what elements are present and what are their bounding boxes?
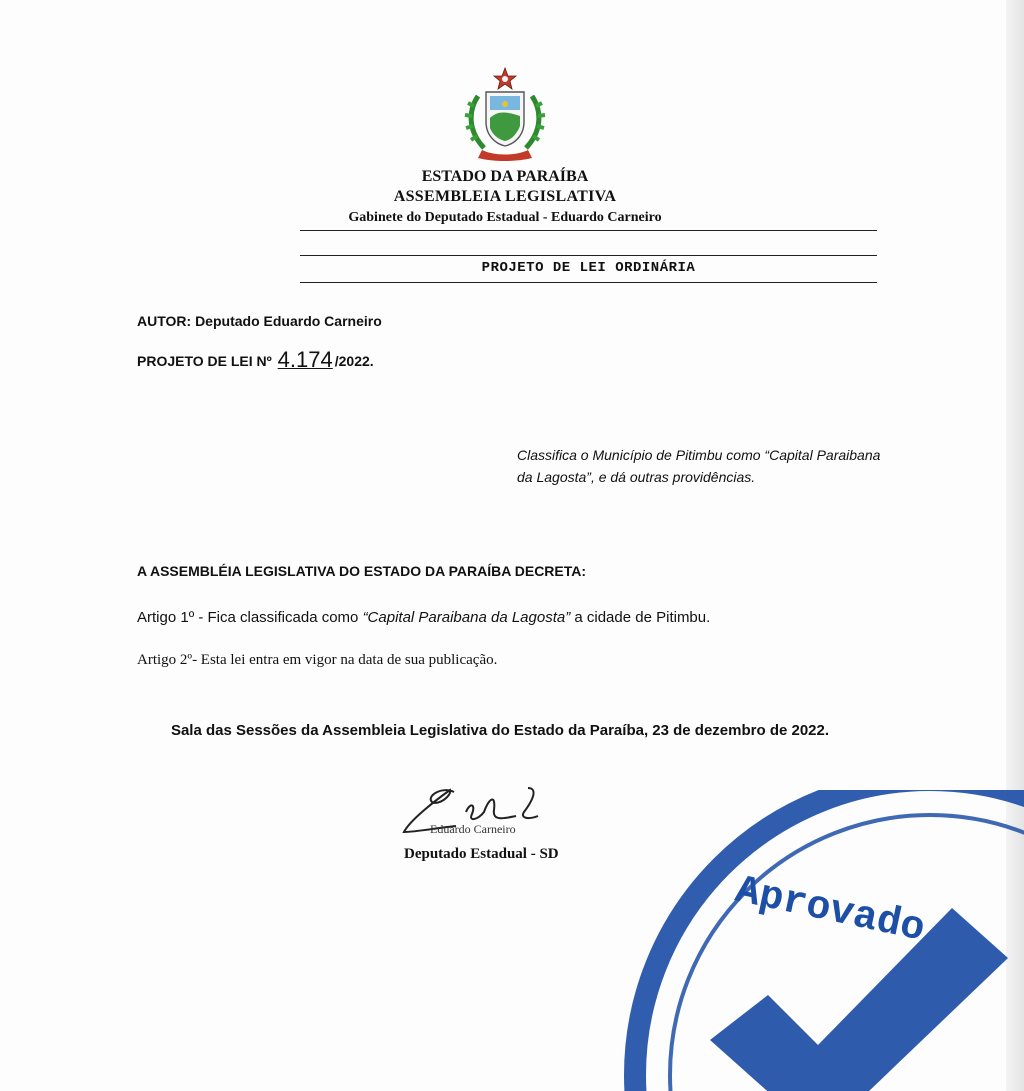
signatory-name: Eduardo Carneiro bbox=[430, 822, 516, 836]
article-1-prefix: Artigo 1º - Fica classificada como bbox=[137, 609, 363, 626]
session-line: Sala das Sessões da Assembleia Legislativa do Estado da Paraíba, 23 de dezembro de 2022. bbox=[170, 722, 830, 739]
bill-summary: Classifica o Município de Pitimbu como “Capital Paraibana da Lagosta”, e dá outras providências. bbox=[517, 447, 881, 485]
header-divider bbox=[300, 230, 877, 231]
signatory-role: Deputado Estadual - SD bbox=[404, 846, 559, 862]
state-heading: ESTADO DA PARAÍBA bbox=[421, 168, 589, 185]
article-2: Artigo 2º- Esta lei entra em vigor na data de sua publicação. bbox=[137, 652, 498, 668]
stamp-text: Aprovado bbox=[731, 868, 929, 953]
article-1 bbox=[137, 609, 710, 626]
author-line: AUTOR: Deputado Eduardo Carneiro bbox=[137, 313, 382, 329]
document-title: PROJETO DE LEI ORDINÁRIA bbox=[481, 260, 696, 276]
bill-suffix: /2022. bbox=[334, 353, 374, 369]
bill-number-line bbox=[137, 346, 374, 372]
approved-stamp bbox=[600, 790, 1024, 1091]
article-1-quote: “Capital Paraibana da Lagosta” bbox=[362, 609, 571, 626]
title-rule-top bbox=[300, 255, 877, 256]
office-heading: Gabinete do Deputado Estadual - Eduardo Carneiro bbox=[348, 210, 662, 225]
article-1-suffix: a cidade de Pitimbu. bbox=[570, 609, 711, 626]
coat-of-arms-icon bbox=[460, 66, 550, 162]
bill-number: 4.174 bbox=[277, 347, 333, 372]
assembly-heading: ASSEMBLEIA LEGISLATIVA bbox=[393, 188, 617, 205]
decree-heading: A ASSEMBLÉIA LEGISLATIVA DO ESTADO DA PARAÍBA DECRETA: bbox=[137, 563, 587, 579]
title-rule-bottom bbox=[300, 282, 877, 283]
bill-prefix: PROJETO DE LEI Nº bbox=[137, 353, 276, 369]
